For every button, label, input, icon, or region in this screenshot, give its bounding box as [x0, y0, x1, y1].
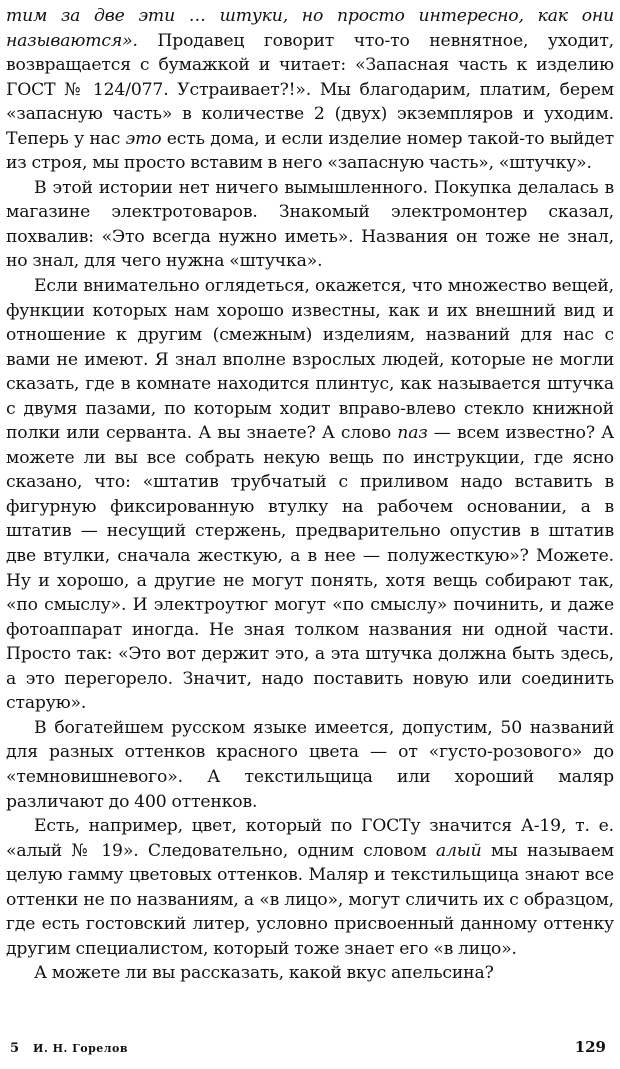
text-segment: Если внимательно оглядеться, окажется, что множество вещей, функции которых нам хорошо известны, как и их внешний вид и отношение к другим (смежным) изделиям, названий для нас с вами не имеют. Я знал вполне взрослых людей, которые не могли сказать, где в комнате находится плинтус, как называется штучка с двумя пазами, по которым ходит вправо-влево стекло книжной полки или серванта. А вы знаете? А слово: [6, 276, 614, 444]
page-number: 129: [574, 1038, 606, 1056]
text-segment: В этой истории нет ничего вымышленного. Покупка делалась в магазине электротоваров. Знакомый электромонтер сказал, похвалив: «Это всегда нужно иметь». Названия он тоже не знал, но знал, для чего нужна «штучка».: [6, 177, 614, 272]
text-segment: Есть, например, цвет, который по ГОСТу значится А-19, т. е. «алый № 19». Следовательно, одним словом: [6, 816, 614, 861]
text-segment: А можете ли вы рассказать, какой вкус апельсина?: [34, 963, 494, 984]
body-text: [6, 4, 614, 986]
text-segment: В богатейшем русском языке имеется, допустим, 50 названий для разных оттенков красного цвета — от «густо-розового» до «темновишневого». А текстильщица или хороший маляр различают до 400 оттенков.: [6, 717, 614, 812]
text-segment: мы называем целую гамму цветовых оттенков. Маляр и текстильщица знают все оттенки не по названиям, а «в лицо», могут сличить их с образцом, где есть гостовский литер, условно присвоенный данному оттенку другим специалистом, который тоже знает его «в лицо».: [6, 840, 614, 959]
italic-text: это: [125, 128, 162, 149]
italic-text: алый: [435, 840, 482, 861]
page-footer: [10, 1038, 606, 1062]
text-segment: Продавец говорит что-то невнятное, уходит, возвращается с бумажкой и читает: «Запасная часть к изделию ГОСТ № 124/077. Устраивает?!». Мы благодарим, платим, берем «запасную часть» в количестве 2 (двух) экземпляров и уходим. Теперь у нас: [6, 30, 614, 149]
paragraph: [6, 961, 614, 986]
footer-author: И. Н. Горелов: [33, 1042, 129, 1055]
paragraph: [6, 274, 614, 716]
text-segment: — всем известно? А можете ли вы все собрать некую вещь по инструкции, где ясно сказано, что: «штатив трубчатый с приливом надо вставить в фигурную фиксированную втулку на рабочем основании, а в штатив — несущий стержень, предварительно опустив в штатив две втулки, сначала жесткую, а в нее — полужесткую»? Можете. Ну и хорошо, а другие не могут понять, хотя вещь собирают так, «по смыслу». И электроутюг могут «по смыслу» починить, и даже фотоаппарат иногда. Не зная толком названия ни одной части. Просто так: «Это вот держит это, а эта штучка должна быть здесь, а это перегорело. Значит, надо поставить новую или соединить старую».: [6, 423, 614, 714]
signature-mark: 5: [10, 1041, 20, 1056]
paragraph: [6, 176, 614, 274]
paragraph: [6, 716, 614, 814]
paragraph: [6, 4, 614, 176]
italic-text: паз: [397, 423, 428, 444]
paragraph: [6, 814, 614, 961]
text-segment: есть дома, и если изделие номер такой-то выйдет из строя, мы просто вставим в него «запасную часть», «штучку».: [6, 128, 615, 174]
italic-text: тим за две эти … штуки, но просто интересно, как они называются».: [6, 6, 614, 51]
